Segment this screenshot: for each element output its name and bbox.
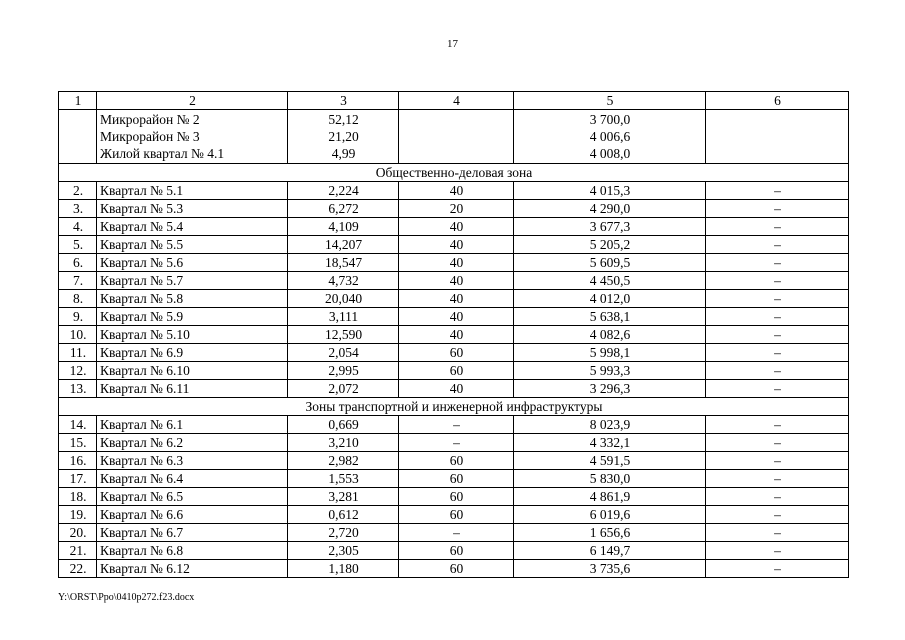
table-body bbox=[59, 92, 849, 578]
value-col6: – bbox=[706, 452, 849, 470]
value-col3: 1,553 bbox=[288, 470, 399, 488]
table-row bbox=[59, 470, 849, 488]
row-number: 13. bbox=[59, 380, 97, 398]
quarter-name: Квартал № 5.1 bbox=[97, 182, 288, 200]
value-col3: 2,995 bbox=[288, 362, 399, 380]
quarter-name: Квартал № 5.7 bbox=[97, 272, 288, 290]
row-number: 17. bbox=[59, 470, 97, 488]
value-col5: 4 861,9 bbox=[514, 488, 706, 506]
intro-name: Жилой квартал № 4.1 bbox=[100, 146, 225, 161]
value-col5: 1 656,6 bbox=[514, 524, 706, 542]
value-col6: – bbox=[706, 290, 849, 308]
section-header-row bbox=[59, 398, 849, 416]
quarter-name: Квартал № 5.9 bbox=[97, 308, 288, 326]
section-title: Зоны транспортной и инженерной инфраструктуры bbox=[59, 398, 849, 416]
value-col6: – bbox=[706, 470, 849, 488]
value-col4: 60 bbox=[399, 344, 514, 362]
intro-num-cell bbox=[59, 110, 97, 164]
intro-name-cell bbox=[97, 110, 288, 164]
table-row bbox=[59, 326, 849, 344]
value-col3: 3,210 bbox=[288, 434, 399, 452]
value-col4: 40 bbox=[399, 182, 514, 200]
value-col4: 60 bbox=[399, 560, 514, 578]
row-number: 6. bbox=[59, 254, 97, 272]
quarter-name: Квартал № 6.10 bbox=[97, 362, 288, 380]
quarter-name: Квартал № 6.12 bbox=[97, 560, 288, 578]
intro-c5: 4 006,6 bbox=[589, 129, 631, 144]
value-col6: – bbox=[706, 308, 849, 326]
value-col5: 4 082,6 bbox=[514, 326, 706, 344]
table-row bbox=[59, 272, 849, 290]
value-col3: 4,732 bbox=[288, 272, 399, 290]
value-col3: 2,054 bbox=[288, 344, 399, 362]
value-col3: 6,272 bbox=[288, 200, 399, 218]
intro-c3: 4,99 bbox=[331, 146, 356, 161]
table-row bbox=[59, 488, 849, 506]
page-number: 17 bbox=[447, 38, 458, 50]
quarter-name: Квартал № 6.6 bbox=[97, 506, 288, 524]
quarter-name: Квартал № 6.4 bbox=[97, 470, 288, 488]
value-col3: 3,111 bbox=[288, 308, 399, 326]
row-number: 18. bbox=[59, 488, 97, 506]
table-row bbox=[59, 362, 849, 380]
value-col6: – bbox=[706, 200, 849, 218]
value-col6: – bbox=[706, 434, 849, 452]
table-row bbox=[59, 254, 849, 272]
value-col4: 40 bbox=[399, 254, 514, 272]
value-col5: 4 591,5 bbox=[514, 452, 706, 470]
value-col6: – bbox=[706, 542, 849, 560]
intro-c5: 3 700,0 bbox=[589, 112, 631, 127]
value-col5: 6 019,6 bbox=[514, 506, 706, 524]
value-col4: 60 bbox=[399, 488, 514, 506]
quarter-name: Квартал № 6.11 bbox=[97, 380, 288, 398]
row-number: 16. bbox=[59, 452, 97, 470]
value-col6: – bbox=[706, 254, 849, 272]
value-col4: 40 bbox=[399, 380, 514, 398]
table-row bbox=[59, 506, 849, 524]
value-col3: 1,180 bbox=[288, 560, 399, 578]
value-col5: 3 296,3 bbox=[514, 380, 706, 398]
intro-name: Микрорайон № 2 bbox=[100, 112, 200, 127]
value-col6: – bbox=[706, 272, 849, 290]
value-col6: – bbox=[706, 380, 849, 398]
row-number: 8. bbox=[59, 290, 97, 308]
header-cell: 1 bbox=[59, 92, 97, 110]
value-col4: 60 bbox=[399, 452, 514, 470]
value-col4: 20 bbox=[399, 200, 514, 218]
value-col3: 2,224 bbox=[288, 182, 399, 200]
row-number: 15. bbox=[59, 434, 97, 452]
value-col5: 5 830,0 bbox=[514, 470, 706, 488]
value-col6: – bbox=[706, 416, 849, 434]
row-number: 2. bbox=[59, 182, 97, 200]
value-col3: 12,590 bbox=[288, 326, 399, 344]
intro-c5-cell bbox=[514, 110, 706, 164]
value-col4: – bbox=[399, 416, 514, 434]
quarter-name: Квартал № 6.5 bbox=[97, 488, 288, 506]
row-number: 3. bbox=[59, 200, 97, 218]
value-col6: – bbox=[706, 524, 849, 542]
file-path-footer: Y:\ORST\Ppo\0410p272.f23.docx bbox=[58, 592, 195, 603]
value-col5: 4 012,0 bbox=[514, 290, 706, 308]
row-number: 21. bbox=[59, 542, 97, 560]
value-col4: 40 bbox=[399, 272, 514, 290]
value-col4: – bbox=[399, 434, 514, 452]
value-col5: 6 149,7 bbox=[514, 542, 706, 560]
value-col3: 0,612 bbox=[288, 506, 399, 524]
value-col6: – bbox=[706, 326, 849, 344]
table-row bbox=[59, 182, 849, 200]
table-row bbox=[59, 452, 849, 470]
table-row bbox=[59, 290, 849, 308]
quarter-name: Квартал № 6.8 bbox=[97, 542, 288, 560]
row-number: 9. bbox=[59, 308, 97, 326]
value-col3: 2,982 bbox=[288, 452, 399, 470]
value-col4: 40 bbox=[399, 236, 514, 254]
table-row bbox=[59, 560, 849, 578]
row-number: 22. bbox=[59, 560, 97, 578]
value-col3: 14,207 bbox=[288, 236, 399, 254]
table-row bbox=[59, 308, 849, 326]
value-col5: 3 735,6 bbox=[514, 560, 706, 578]
value-col4: 60 bbox=[399, 362, 514, 380]
table-row bbox=[59, 524, 849, 542]
row-number: 20. bbox=[59, 524, 97, 542]
row-number: 4. bbox=[59, 218, 97, 236]
value-col5: 4 332,1 bbox=[514, 434, 706, 452]
quarter-name: Квартал № 5.4 bbox=[97, 218, 288, 236]
value-col3: 2,072 bbox=[288, 380, 399, 398]
value-col6: – bbox=[706, 488, 849, 506]
value-col6: – bbox=[706, 362, 849, 380]
table-row bbox=[59, 236, 849, 254]
value-col5: 5 609,5 bbox=[514, 254, 706, 272]
quarter-name: Квартал № 6.7 bbox=[97, 524, 288, 542]
value-col5: 5 998,1 bbox=[514, 344, 706, 362]
row-number: 7. bbox=[59, 272, 97, 290]
value-col3: 20,040 bbox=[288, 290, 399, 308]
header-cell: 6 bbox=[706, 92, 849, 110]
value-col4: 60 bbox=[399, 506, 514, 524]
intro-c3: 21,20 bbox=[328, 129, 359, 144]
table-row bbox=[59, 380, 849, 398]
value-col4: 40 bbox=[399, 290, 514, 308]
header-cell: 4 bbox=[399, 92, 514, 110]
intro-c5: 4 008,0 bbox=[589, 146, 631, 161]
section-title: Общественно-деловая зона bbox=[59, 164, 849, 182]
intro-name: Микрорайон № 3 bbox=[100, 129, 200, 144]
value-col4: 60 bbox=[399, 470, 514, 488]
row-number: 12. bbox=[59, 362, 97, 380]
value-col4: 40 bbox=[399, 218, 514, 236]
quarter-name: Квартал № 5.10 bbox=[97, 326, 288, 344]
intro-row bbox=[59, 110, 849, 164]
value-col5: 8 023,9 bbox=[514, 416, 706, 434]
value-col6: – bbox=[706, 236, 849, 254]
value-col3: 2,720 bbox=[288, 524, 399, 542]
value-col5: 4 015,3 bbox=[514, 182, 706, 200]
table-row bbox=[59, 218, 849, 236]
value-col3: 3,281 bbox=[288, 488, 399, 506]
quarter-name: Квартал № 6.2 bbox=[97, 434, 288, 452]
value-col4: 60 bbox=[399, 542, 514, 560]
value-col6: – bbox=[706, 344, 849, 362]
data-table bbox=[58, 91, 849, 578]
header-cell: 5 bbox=[514, 92, 706, 110]
table-row bbox=[59, 200, 849, 218]
row-number: 11. bbox=[59, 344, 97, 362]
value-col4: – bbox=[399, 524, 514, 542]
intro-c3-cell bbox=[288, 110, 399, 164]
quarter-name: Квартал № 5.3 bbox=[97, 200, 288, 218]
value-col6: – bbox=[706, 560, 849, 578]
value-col5: 4 290,0 bbox=[514, 200, 706, 218]
section-header-row bbox=[59, 164, 849, 182]
row-number: 19. bbox=[59, 506, 97, 524]
value-col5: 4 450,5 bbox=[514, 272, 706, 290]
header-cell: 2 bbox=[97, 92, 288, 110]
value-col3: 18,547 bbox=[288, 254, 399, 272]
intro-c6-cell bbox=[706, 110, 849, 164]
value-col6: – bbox=[706, 506, 849, 524]
value-col4: 40 bbox=[399, 326, 514, 344]
intro-c4-cell bbox=[399, 110, 514, 164]
value-col6: – bbox=[706, 218, 849, 236]
quarter-name: Квартал № 6.9 bbox=[97, 344, 288, 362]
quarter-name: Квартал № 5.8 bbox=[97, 290, 288, 308]
table-row bbox=[59, 344, 849, 362]
quarter-name: Квартал № 5.6 bbox=[97, 254, 288, 272]
value-col5: 3 677,3 bbox=[514, 218, 706, 236]
quarter-name: Квартал № 5.5 bbox=[97, 236, 288, 254]
value-col5: 5 993,3 bbox=[514, 362, 706, 380]
row-number: 14. bbox=[59, 416, 97, 434]
value-col5: 5 638,1 bbox=[514, 308, 706, 326]
table-row bbox=[59, 434, 849, 452]
row-number: 10. bbox=[59, 326, 97, 344]
table-row bbox=[59, 416, 849, 434]
header-row bbox=[59, 92, 849, 110]
quarter-name: Квартал № 6.3 bbox=[97, 452, 288, 470]
value-col3: 4,109 bbox=[288, 218, 399, 236]
row-number: 5. bbox=[59, 236, 97, 254]
value-col3: 2,305 bbox=[288, 542, 399, 560]
value-col5: 5 205,2 bbox=[514, 236, 706, 254]
intro-c3: 52,12 bbox=[328, 112, 359, 127]
value-col3: 0,669 bbox=[288, 416, 399, 434]
value-col4: 40 bbox=[399, 308, 514, 326]
quarter-name: Квартал № 6.1 bbox=[97, 416, 288, 434]
header-cell: 3 bbox=[288, 92, 399, 110]
table-row bbox=[59, 542, 849, 560]
value-col6: – bbox=[706, 182, 849, 200]
